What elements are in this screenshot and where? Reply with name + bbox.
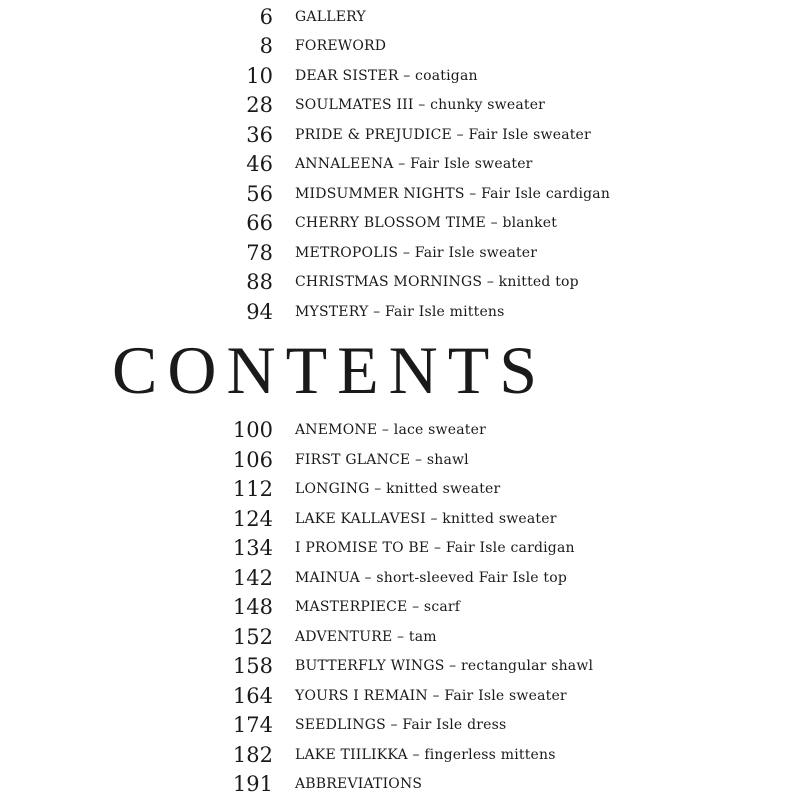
toc-entry bbox=[0, 268, 800, 297]
toc-entry bbox=[0, 180, 800, 209]
page-number: 88 bbox=[246, 270, 273, 294]
entry-title: ANNALEENA – Fair Isle sweater bbox=[295, 156, 533, 172]
page-number: 134 bbox=[232, 536, 273, 560]
page-number: 66 bbox=[246, 211, 273, 235]
toc-entry bbox=[0, 623, 800, 652]
page-number: 36 bbox=[246, 123, 273, 147]
page-number: 8 bbox=[259, 34, 273, 58]
entry-title: GALLERY bbox=[295, 9, 366, 25]
entry-title: PRIDE & PREJUDICE – Fair Isle sweater bbox=[295, 127, 591, 143]
toc-entry bbox=[0, 91, 800, 120]
toc-entry bbox=[0, 741, 800, 770]
entry-title: LAKE KALLAVESI – knitted sweater bbox=[295, 511, 557, 527]
entry-title: YOURS I REMAIN – Fair Isle sweater bbox=[295, 688, 567, 704]
toc-entry bbox=[0, 593, 800, 622]
entry-title: SOULMATES III – chunky sweater bbox=[295, 97, 546, 113]
entry-title: MIDSUMMER NIGHTS – Fair Isle cardigan bbox=[295, 186, 611, 202]
toc-entry bbox=[0, 298, 800, 327]
toc-entry bbox=[0, 209, 800, 238]
entry-title: MAINUA – short-sleeved Fair Isle top bbox=[295, 570, 567, 586]
entry-title: BUTTERFLY WINGS – rectangular shawl bbox=[295, 658, 594, 674]
page-number: 158 bbox=[232, 654, 273, 678]
page-number: 56 bbox=[246, 182, 273, 206]
toc-entry bbox=[0, 505, 800, 534]
page-number: 148 bbox=[232, 595, 273, 619]
toc-entry bbox=[0, 475, 800, 504]
entry-title: CHERRY BLOSSOM TIME – blanket bbox=[295, 215, 558, 231]
entry-title: CHRISTMAS MORNINGS – knitted top bbox=[295, 274, 579, 290]
entry-title: DEAR SISTER – coatigan bbox=[295, 68, 478, 84]
entry-title: METROPOLIS – Fair Isle sweater bbox=[295, 245, 538, 261]
entry-title: LAKE TIILIKKA – fingerless mittens bbox=[295, 747, 556, 763]
page-title: CONTENTS bbox=[112, 332, 548, 408]
entry-title: MYSTERY – Fair Isle mittens bbox=[295, 304, 505, 320]
page-number: 174 bbox=[232, 713, 273, 737]
page-number: 191 bbox=[232, 772, 273, 796]
toc-entry bbox=[0, 62, 800, 91]
entry-title: ABBREVIATIONS bbox=[295, 776, 423, 792]
toc-entry bbox=[0, 770, 800, 799]
toc-entry bbox=[0, 534, 800, 563]
page-number: 182 bbox=[232, 743, 273, 767]
entry-title: SEEDLINGS – Fair Isle dress bbox=[295, 717, 507, 733]
entry-title: I PROMISE TO BE – Fair Isle cardigan bbox=[295, 540, 575, 556]
page-number: 112 bbox=[232, 477, 273, 501]
toc-entry bbox=[0, 3, 800, 32]
page-number: 6 bbox=[259, 5, 273, 29]
page-number: 28 bbox=[246, 93, 273, 117]
page-number: 106 bbox=[232, 448, 273, 472]
toc-entry bbox=[0, 564, 800, 593]
toc-entry bbox=[0, 711, 800, 740]
entry-title: MASTERPIECE – scarf bbox=[295, 599, 461, 615]
toc-entry bbox=[0, 150, 800, 179]
page-number: 78 bbox=[246, 241, 273, 265]
page-number: 94 bbox=[246, 300, 273, 324]
page-number: 164 bbox=[232, 684, 273, 708]
toc-entry bbox=[0, 121, 800, 150]
page-number: 10 bbox=[246, 64, 273, 88]
page-number: 124 bbox=[232, 507, 273, 531]
toc-entry bbox=[0, 416, 800, 445]
entry-title: ADVENTURE – tam bbox=[295, 629, 437, 645]
page-number: 46 bbox=[246, 152, 273, 176]
page-number: 142 bbox=[232, 566, 273, 590]
entry-title: LONGING – knitted sweater bbox=[295, 481, 501, 497]
entry-title: FIRST GLANCE – shawl bbox=[295, 452, 469, 468]
page-number: 100 bbox=[232, 418, 273, 442]
toc-entry bbox=[0, 652, 800, 681]
toc-entry bbox=[0, 239, 800, 268]
toc-entry bbox=[0, 32, 800, 61]
entry-title: FOREWORD bbox=[295, 38, 387, 54]
entry-title: ANEMONE – lace sweater bbox=[295, 422, 486, 438]
toc-entry bbox=[0, 682, 800, 711]
page-number: 152 bbox=[232, 625, 273, 649]
toc-entry bbox=[0, 446, 800, 475]
